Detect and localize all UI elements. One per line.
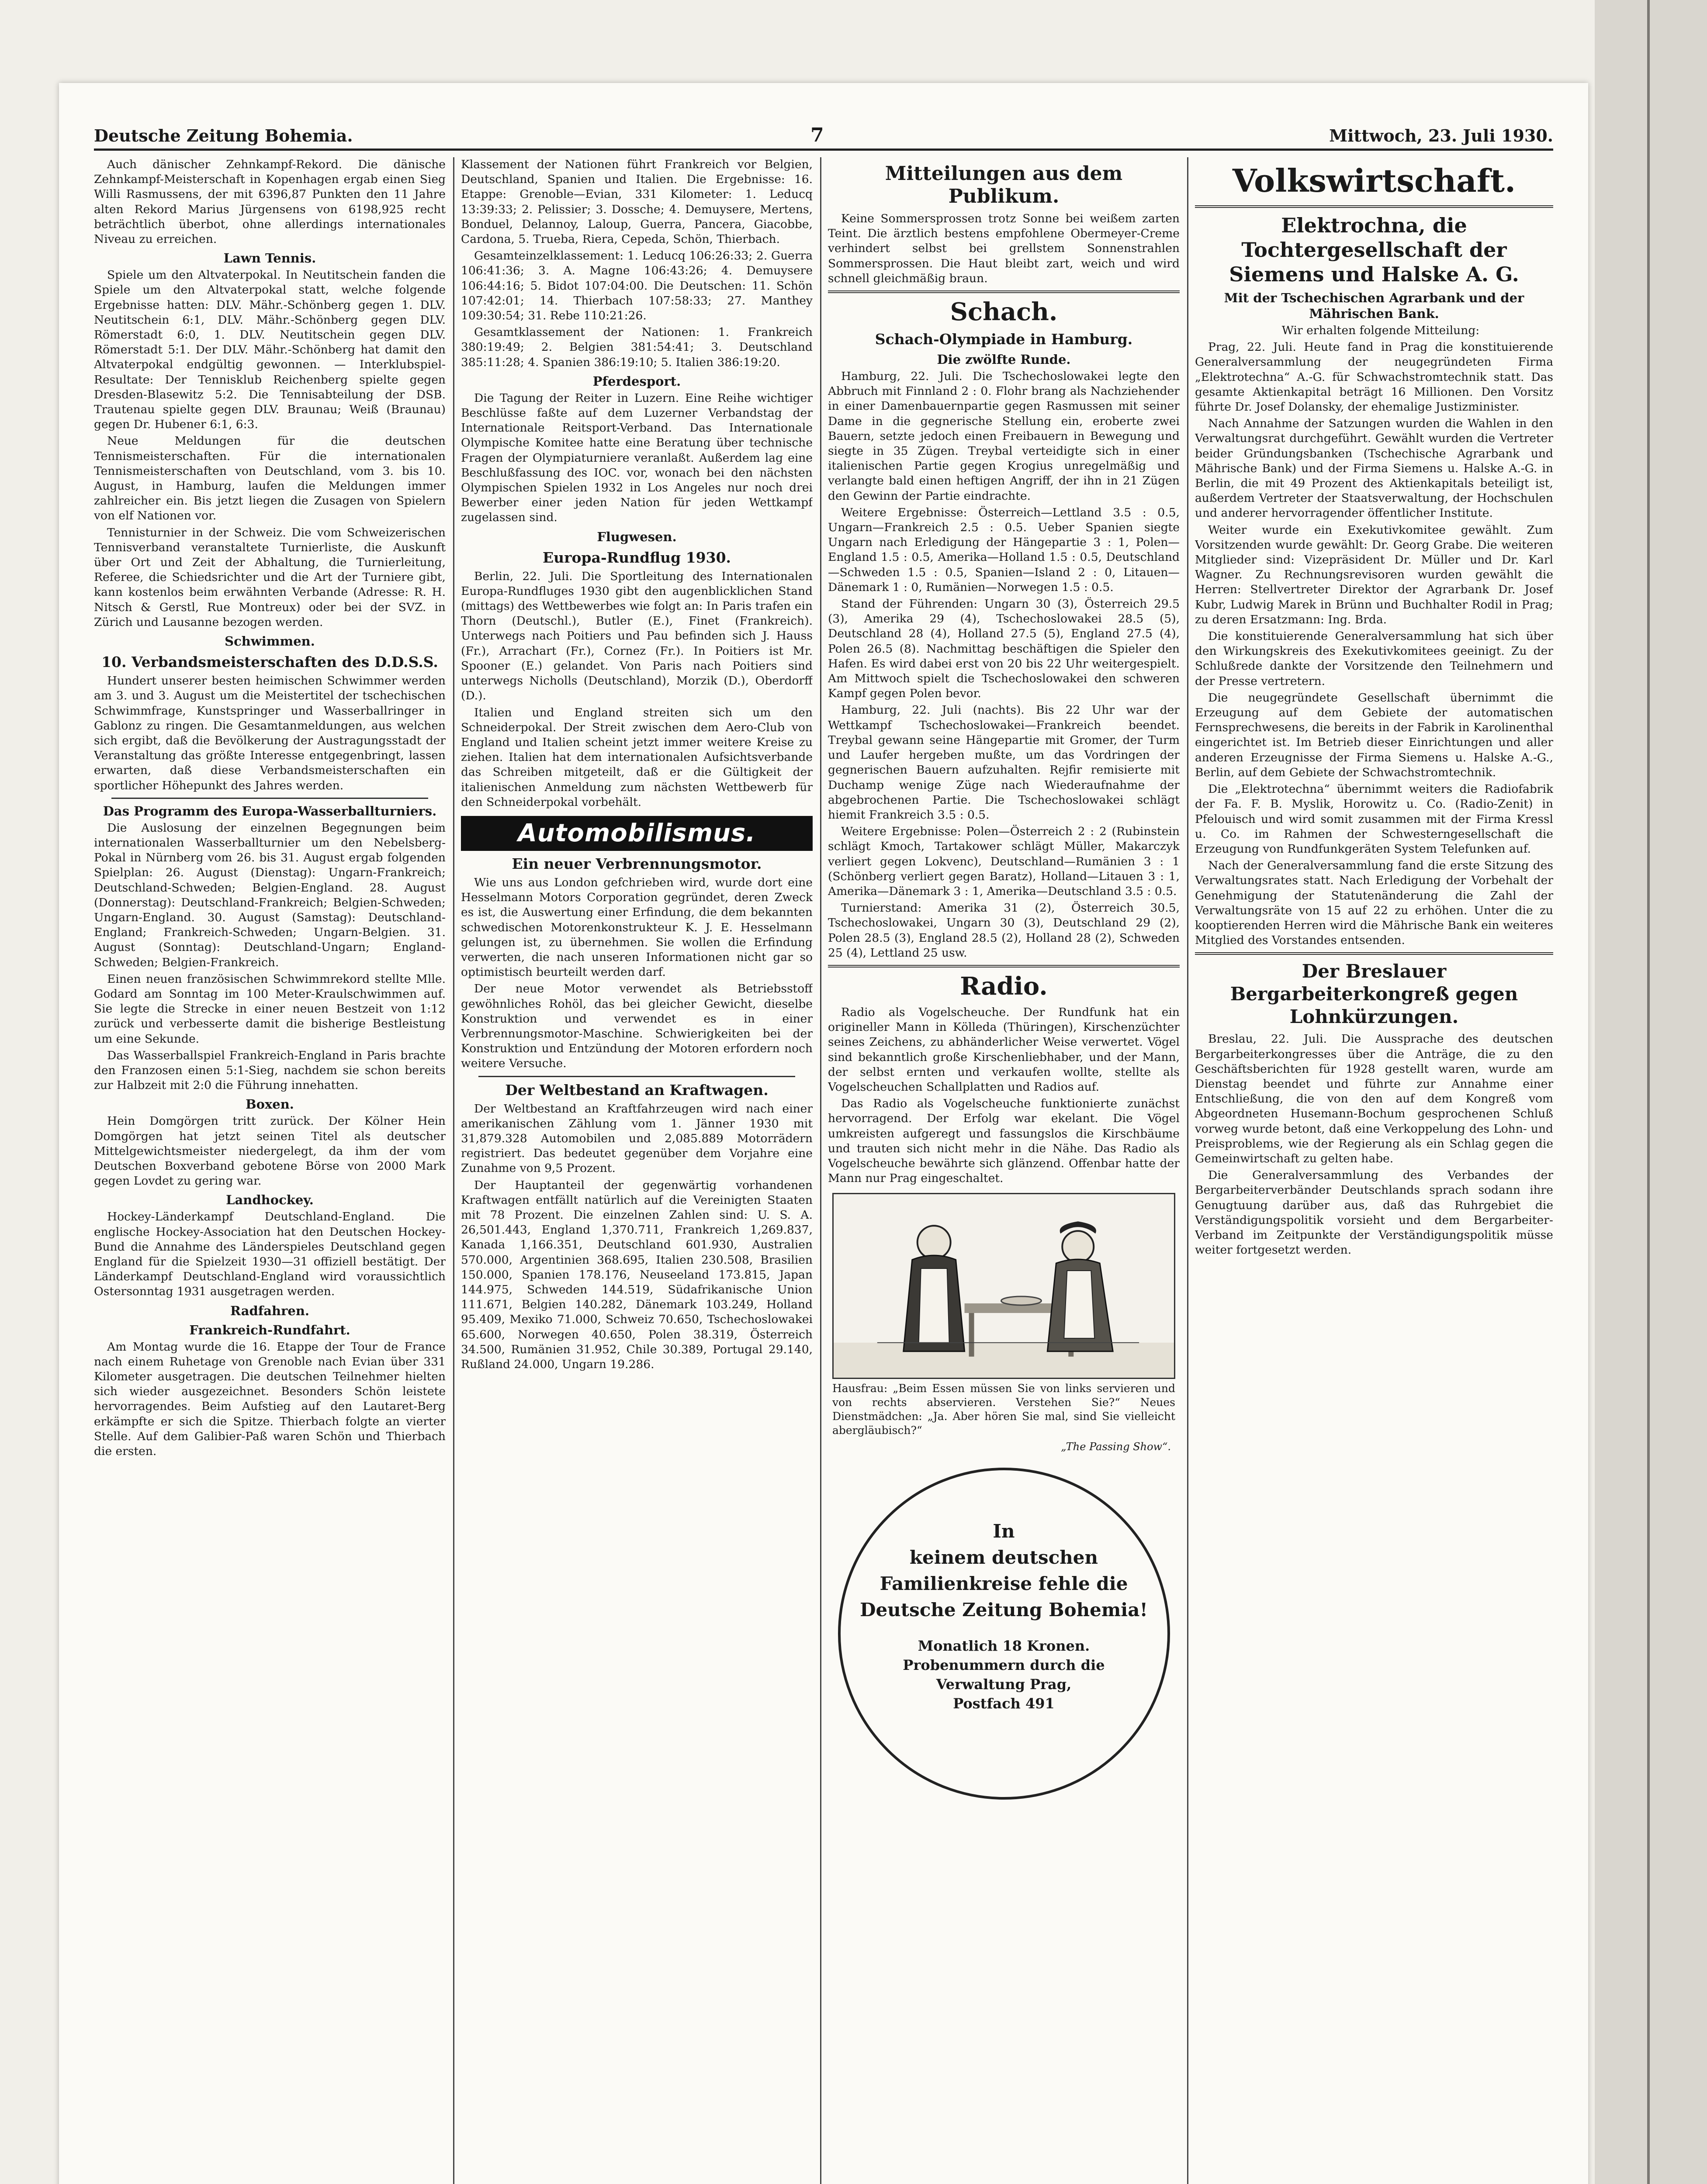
divider <box>828 965 1180 968</box>
article-paragraph: Spiele um den Altvaterpokal. In Neutitschein fanden die Spiele um den Altvaterpokal statt, welche folgende Ergebnisse hatten: DLV. Mähr.-Schönberg gegen 1. DLV. Neutitschein 6:1, DLV. Mähr.-Schönberg gegen DLV. Römerstadt 6:0, 1. DLV. Neutitschein gegen DLV. Römerstadt 5:1. Der DLV. Mähr.-Schönberg hat damit den Altvaterpokal endgültig gewonnen. — Interklubspiel-Resultate: Der Tennisklub Reichenberg spielte gegen Dresden-Blasewitz 5:2. Die Tennisabteilung der DSB. Trautenau spielte gegen DLV. Braunau; Weiß (Braunau) gegen Dr. Hubener 6:1, 6:3. <box>94 268 446 432</box>
article-subheading: Mit der Tschechischen Agrarbank und der Mährischen Bank. <box>1224 290 1524 321</box>
ad-line: keinem deutschen <box>909 1546 1098 1568</box>
article-headline: Elektrochna, die Tochtergesellschaft der Siemens und Halske A. G. <box>1229 214 1519 286</box>
article-headline: Der Weltbestand an Kraftwagen. <box>505 1081 769 1099</box>
article-paragraph: Stand der Führenden: Ungarn 30 (3), Österreich 29.5 (3), Amerika 29 (4), Tschechoslowakei 28.5 (5), Deutschland 28 (4), Holland 27.5 (5), England 27.5 (4), Polen 26.5 (8). Nachmittag beschäftigen die Spieler den Hafen. Es wird dabei erst von 20 bis 22 Uhr weitergespielt. Am Mittwoch spielt die Tschechoslowakei den schweren Kampf gegen Polen bevor. <box>828 597 1180 701</box>
article-paragraph: Das Radio als Vogelscheuche funktionierte zunächst hervorragend. Der Erfolg war ekelant. Die Vögel umkreisten aufgeregt und fassungslos die Kirschbäume und trauten sich nicht mehr in die Nähe. Das Radio als Vogelscheuche bewährte sich glänzend. Offenbar hatte der Mann nur Prag eingeschaltet. <box>828 1097 1180 1185</box>
article-paragraph: Hamburg, 22. Juli (nachts). Bis 22 Uhr war der Wettkampf Tschechoslowakei—Frankreich beendet. Treybal gewann seine Hängepartie mit Gromer, der Turm und Laufer hergeben mußte, um das Vordringen der gegnerischen Bauern aufzuhalten. Rejfir remisierte mit Duchamp wenige Züge nach Wiederaufnahme der abgebrochenen Partie. Die Tschechoslowakei schlägt hiemit Frankreich 3.5 : 0.5. <box>828 703 1180 822</box>
section-heading: Radfahren. <box>230 1303 310 1318</box>
ad-price: Monatlich 18 Kronen. <box>918 1637 1090 1654</box>
article-headline: Europa-Rundflug 1930. <box>542 549 731 566</box>
article-paragraph: Hamburg, 22. Juli. Die Tschechoslowakei legte den Abbruch mit Finnland 2 : 0. Flohr brang als Nachziehender in einer Damenbauernpartie gegen Rasmussen mit seiner Dame in die gegnerische Stellung ein, eroberte zwei Bauern, setzte jedoch einen Freibauern in Bewegung und siegte in 35 Zügen. Treybal verteidigte sich in einer italienischen Partie gegen Krogius unregelmäßig und verlangte bald einen heftigen Angriff, der ihn in 21 Zügen den Gewinn der Partie eindrachte. <box>828 370 1180 503</box>
cartoon-illustration <box>832 1193 1175 1379</box>
article-headline: Der Breslauer Bergarbeiterkongreß gegen Lohnkürzungen. <box>1230 961 1518 1028</box>
article-paragraph: Gesamtklassement der Nationen: 1. Frankreich 380:19:49; 2. Belgien 381:54:41; 3. Deutschland 385:11:28; 4. Spanien 386:19:10; 5. Italien 386:19:20. <box>461 325 813 369</box>
ad-line: Probenummern durch die <box>903 1656 1105 1673</box>
ad-line: Familienkreise fehle die <box>879 1572 1128 1594</box>
section-heading: Schach. <box>950 297 1058 327</box>
article-paragraph: Wie uns aus London gefchrieben wird, wurde dort eine Hesselmann Motors Corporation gegründet, deren Zweck es ist, die Auswertung einer Erfindung, die dem bekannten schwedischen Motorenkonstrukteur K. J. E. Hesselmann gelungen ist, zu übernehmen. Sie wollen die Erfindung verwerten, die nach unseren Informationen nicht gar so optimistisch beurteilt werden darf. <box>461 875 813 979</box>
section-heading: Mitteilungen aus dem Publikum. <box>885 162 1123 207</box>
section-heading: Landhockey. <box>226 1192 314 1208</box>
section-heading: Flugwesen. <box>597 529 677 544</box>
automobile-section-banner: Automobilismus. <box>461 816 813 851</box>
article-paragraph: Hundert unserer besten heimischen Schwimmer werden am 3. und 3. August um die Meistertitel der tschechischen Schwimmfrage, Kunstspringer und Wasserballringer in Gablonz zu ringen. Die Gesamtanmeldungen, aus welchen sich ergibt, daß die Bevölkerung der Austragungsstadt der Veranstaltung das größte Interesse entgegenbringt, lassen erwarten, daß diese Verbandsmeisterschaften ein sportlicher Höhepunkt des Jahres werden. <box>94 674 446 792</box>
subscription-advertisement <box>838 1468 1170 1800</box>
column-4 <box>1195 157 1553 2184</box>
article-paragraph: Das Wasserballspiel Frankreich-England in Paris brachte den Franzosen einen 5:1-Sieg, nachdem sie schon bereits zur Halbzeit mit 2:0 die Führung innehatten. <box>94 1048 446 1092</box>
article-paragraph: Radio als Vogelscheuche. Der Rundfunk hat ein origineller Mann in Kölleda (Thüringen), Kirschenzüchter seines Zeichens, zu abhänderlicher Weise verwertet. Vögel sind bekanntlich große Kirschenliebhaber, und der Mann, der selbst ernten und verkaufen wollte, stellte als Vogelscheuchen Schallplatten und Radios auf. <box>828 1005 1180 1094</box>
article-headline: Das Programm des Europa-Wasserballturniers. <box>103 803 437 819</box>
article-headline: 10. Verbandsmeisterschaften des D.D.S.S. <box>101 653 438 671</box>
article-paragraph: Der Hauptanteil der gegenwärtig vorhandenen Kraftwagen entfällt natürlich auf die Vereinigten Staaten mit 78 Prozent. Die einzelnen Zahlen sind: U. S. A. 26,501.443, England 1,370.711, Frankreich 1,269.837, Kanada 1,166.351, Deutschland 601.930, Australien 570.000, Argentinien 368.695, Italien 230.508, Brasilien 150.000, Spanien 178.176, Neuseeland 173.815, Japan 144.975, Schweden 144.519, Südafrikanische Union 111.671, Belgien 140.282, Dänemark 103.249, Holland 95.409, Mexiko 71.000, Schweiz 70.650, Tschechoslowakei 65.600, Norwegen 40.650, Polen 38.319, Österreich 34.500, Rumänien 31.952, Chile 30.389, Portugal 29.140, Rußland 24.000, Ungarn 19.286. <box>461 1178 813 1372</box>
column-1 <box>94 157 446 2184</box>
article-paragraph: Weitere Ergebnisse: Österreich—Lettland 3.5 : 0.5, Ungarn—Frankreich 2.5 : 0.5. Ueber Spanien siegte Ungarn nach Erledigung der Hängepartie 3 : 1, Polen—England 1.5 : 0.5, Amerika—Holland 1.5 : 0.5, Deutschland—Schweden 1.5 : 0.5, Spanien—Island 2 : 0, Litauen—Dänemark 1 : 0, Rumänien—Norwegen 1.5 : 0.5. <box>828 505 1180 594</box>
article-paragraph: Weiter wurde ein Exekutivkomitee gewählt. Zum Vorsitzenden wurde gewählt: Dr. Georg Grabe. Die weiteren Mitglieder sind: Vizepräsident Dr. Müller und Dr. Karl Wagner. Zu Rechnungsrevisoren wurden gewählt die Herren: Stellvertreter Direktor der Agrarbank Dr. Josef Kubr, Ludwig Marek in Brünn und Buchhalter Rodil in Prag; zu deren Ersatzmann: Ing. Brda. <box>1195 523 1553 626</box>
ad-line: Postfach 491 <box>953 1695 1055 1712</box>
article-paragraph: Auch dänischer Zehnkampf-Rekord. Die dänische Zehnkampf-Meisterschaft in Kopenhagen ergab einen Sieg Willi Rasmussens, der mit 6396,87 Punkten den 11 Jahre alten Rekord Marius Jürgensens von 6198,925 recht beträchtlich überbot, ohne allerdings internationales Niveau zu erreichen. <box>94 158 446 246</box>
article-paragraph: Der neue Motor verwendet als Betriebsstoff gewöhnliches Rohöl, das bei gleicher Gewicht, dieselbe Konstruktion und verwendet es in einer Verbrennungsmotor-Maschine. Schwierigkeiten bei der Konstruktion und Entzündung der Motoren erfordern noch weitere Versuche. <box>461 982 813 1071</box>
article-paragraph: Die Tagung der Reiter in Luzern. Eine Reihe wichtiger Beschlüsse faßte auf dem Luzerner Verbandstag der Internationale Reitsport-Verband. Das Internationale Olympische Komitee hatte eine Beratung über technische Fragen der Olympiaturniere veranlaßt. Außerdem lag eine Beschlußfassung des IOC. vor, wonach bei den nächsten Olympischen Spielen 1932 in Los Angeles nur noch drei Bewerber einer jeden Nation für jeden Wettkampf zugelassen sind. <box>461 391 813 525</box>
article-paragraph: Hockey-Länderkampf Deutschland-England. Die englische Hockey-Association hat den Deutschen Hockey-Bund die Annahme des Länderspieles Deutschland gegen England für die Spielzeit 1930—31 offiziell bestätigt. Der Länderkampf Deutschland-England wird voraussichtlich Ostersonntag 1931 ausgetragen werden. <box>94 1210 446 1299</box>
ad-line: In <box>993 1520 1015 1542</box>
article-paragraph: Berlin, 22. Juli. Die Sportleitung des Internationalen Europa-Rundfluges 1930 gibt den augenblicklichen Stand (mittags) des Wettbewerbes wie folgt an: In Paris trafen ein Thorn (Deutschl.), Butler (E.), Finet (Frankreich). Unterwegs nach Poitiers und Pau befinden sich J. Hauss (Fr.), Arrachart (Fr.), Cornez (Fr.). In Poitiers ist Mr. Spooner (E.) gelandet. Von Paris nach Poitiers sind unterwegs Nicholls (Deutschland), Morzik (D.), Oberdorff (D.). <box>461 569 813 703</box>
article-paragraph: Einen neuen französischen Schwimmrekord stellte Mlle. Godard am Sonntag im 100 Meter-Kraulschwimmen auf. Sie legte die Strecke in einer neuen Bestzeit von 1:12 zurück und verbesserte damit die bisherige Bestleistung um eine Sekunde. <box>94 972 446 1046</box>
column-divider <box>820 157 821 2184</box>
article-headline: Ein neuer Verbrennungsmotor. <box>512 855 762 872</box>
article-paragraph: Weitere Ergebnisse: Polen—Österreich 2 : 2 (Rubinstein schlägt Kmoch, Tartakower schlägt Müller, Makarczyk verliert gegen Lokvenc), Deutschland—Rumänien 3 : 1 (Schönberg verliert gegen Baratz), Holland—Litauen 3 : 1, Amerika—Dänemark 3 : 1, Amerika—Deutschland 3.5 : 0.5. <box>828 825 1180 898</box>
page-number: 7 <box>810 124 824 146</box>
divider <box>478 1076 795 1077</box>
column-2 <box>461 157 813 2184</box>
article-paragraph: Die „Elektrotechna“ übernimmt weiters die Radiofabrik der Fa. F. B. Myslik, Horowitz u. Co. (Radio-Zenit) in Pfelouisch und wird somit zusammen mit der Firma Kressl u. Co. im Rahmen der Schwesterngesellschaft die Erzeugung von Rundfunkgeräten System Telefunken auf. <box>1195 782 1553 856</box>
article-headline: Schach-Olympiade in Hamburg. <box>875 331 1133 348</box>
article-paragraph: Die konstituierende Generalversammlung hat sich über den Wirkungskreis des Exekutivkomitees geeinigt. Zu der Schlußrede dankte der Vorsitzende den Teilnehmern und der Presse vertretern. <box>1195 629 1553 688</box>
article-paragraph: Neue Meldungen für die deutschen Tennismeisterschaften. Für die internationalen Tennismeisterschaften von Deutschland, vom 3. bis 10. August, in Hamburg, laufen die Meldungen immer zahlreicher ein. Bis jetzt liegen die Zusagen von Spielern von elf Nationen vor. <box>94 434 446 523</box>
article-paragraph: Am Montag wurde die 16. Etappe der Tour de France nach einem Ruhetage von Grenoble nach Evian über 331 Kilometer ausgetragen. Die deutschen Teilnehmer hielten sich wieder ausgezeichnet. Besonders Schön leistete hervorragendes. Beim Aufstieg auf den Lautaret-Berg erkämpfte er sich die Spitze. Thierbach folgte an vierter Stelle. Auf dem Galibier-Paß waren Schön und Thierbach die ersten. <box>94 1340 446 1458</box>
column-divider <box>1187 157 1188 2184</box>
section-heading: Boxen. <box>246 1097 294 1112</box>
article-paragraph: Breslau, 22. Juli. Die Aussprache des deutschen Bergarbeiterkongresses über die Anträge, die zu den Geschäftsberichten für 1928 gestellt waren, wurde am Dienstag beendet und führte zur Annahme einer Entschließung, die von den auf dem Kongreß vom Abgeordneten Husemann-Bochum gesprochenen Schluß vorweg wurde betont, daß eine Verkoppelung des Lohn- und Preisproblems, wie der Regierung als ein Schlag gegen die Gemeinwirtschaft zu gelten habe. <box>1195 1032 1553 1165</box>
issue-date: Mittwoch, 23. Juli 1930. <box>1329 126 1553 145</box>
article-paragraph: Hein Domgörgen tritt zurück. Der Kölner Hein Domgörgen hat jetzt seinen Titel als deutscher Mittelgewichtsmeister niedergelegt, da ihm der vom Deutschen Boxverband gebotene Börse von 2000 Mark gegen Lovdet zu gering war. <box>94 1114 446 1188</box>
section-heading: Pferdesport. <box>592 373 681 389</box>
divider <box>1195 952 1553 955</box>
divider <box>828 290 1180 293</box>
article-paragraph: Nach Annahme der Satzungen wurden die Wahlen in den Verwaltungsrat durchgeführt. Gewählt wurden die Vertreter beider Gründungsbanken (Tschechische Agrarbank und Mährische Bank) und der Firma Siemens u. Halske A.-G. in Berlin, die mit 49 Prozent des Aktienkapitals beteiligt ist, außerdem Vertreter der Staatsverwaltung, der Hochschulen und anderer hervorragender öffentlicher Institute. <box>1195 417 1553 520</box>
section-heading: Schwimmen. <box>225 634 315 649</box>
scan-edge <box>1595 0 1707 2184</box>
cartoon-drawing <box>834 1194 1174 1378</box>
article-headline: Frankreich-Rundfahrt. <box>189 1322 350 1337</box>
scan-edge-line <box>1647 0 1650 2184</box>
section-heading: Lawn Tennis. <box>223 251 316 266</box>
column-3 <box>828 157 1180 2184</box>
article-paragraph: Gesamteinzelklassement: 1. Leducq 106:26:33; 2. Guerra 106:41:36; 3. A. Magne 106:43:26; 4. Demuysere 106:44:16; 5. Bidot 107:04:00. Die Deutschen: 11. Schön 107:42:01; 14. Thierbach 107:58:33; 27. Manthey 109:30:54; 31. Rebe 110:21:26. <box>461 249 813 323</box>
ad-line: Deutsche Zeitung Bohemia! <box>860 1599 1148 1621</box>
masthead-title: Deutsche Zeitung Bohemia. <box>94 126 353 145</box>
divider <box>111 798 428 799</box>
article-paragraph: Die Generalversammlung des Verbandes der Bergarbeiterverbänder Deutschlands sprach sodann ihre Genugtuung darüber aus, daß das Ruhrgebiet die Verständigungspolitik vorsieht und dem Bergarbeiter-Verband im Zeitpunkte der Verständigungspolitik müsse weiter fortgesetzt werden. <box>1195 1168 1553 1257</box>
article-paragraph: Nach der Generalversammlung fand die erste Sitzung des Verwaltungsrates statt. Nach Erledigung der Vorbehalt der Genehmigung der Statutenänderung die Zahl der Verwaltungsräte von 15 auf 22 zu erhöhen. Unter die zu kooptierenden Herren wird die Mährische Bank ein weiteres Mitglied des Vorstandes entsenden. <box>1195 859 1553 947</box>
page-header <box>94 122 1553 151</box>
article-paragraph: Die Auslosung der einzelnen Begegnungen beim internationalen Wasserballturnier um den Nebelsberg-Pokal in Nürnberg vom 26. bis 31. August ergab folgenden Spielplan: 26. August (Dienstag): Ungarn-Frankreich; Deutschland-Schweden; Belgien-England. 28. August (Donnerstag): Deutschland-Frankreich; Belgien-Schweden; Ungarn-England. 30. August (Samstag): Deutschland-England; Frankreich-Schweden; Ungarn-Belgien. 31. August (Sonntag): Deutschland-Ungarn; England-Schweden; Belgien-Frankreich. <box>94 821 446 969</box>
cartoon-source: „The Passing Show“. <box>1061 1441 1171 1453</box>
divider <box>1195 205 1553 208</box>
section-heading: Radio. <box>960 971 1048 1001</box>
article-paragraph: Italien und England streiten sich um den Schneiderpokal. Der Streit zwischen dem Aero-Club von England und Italien scheint jetzt immer weitere Kreise zu ziehen. Italien hat dem internationalen Aufsichtsverbande das Schreiben mitgeteilt, daß er die Gültigkeit der italienischen Anmeldung zum nächsten Wettbewerb für den Schneiderpokal vorbehält. <box>461 705 813 809</box>
article-paragraph: Tennisturnier in der Schweiz. Die vom Schweizerischen Tennisverband veranstaltete Turnierliste, die Auskunft über Ort und Zeit der Abhaltung, die Turnierleitung, Referee, die Schiedsrichter und die Art der Turniere gibt, kann kostenlos beim erwähnten Verbande (Adresse: R. H. Nitsch & Gerstl, Rue Montreux) oder bei der SVZ. in Zürich und Lausanne bezogen werden. <box>94 525 446 629</box>
section-heading: Volkswirtschaft. <box>1232 162 1516 199</box>
article-paragraph: Der Weltbestand an Kraftfahrzeugen wird nach einer amerikanischen Zählung vom 1. Jänner 1930 mit 31,879.328 Automobilen und 2,085.889 Motorrädern registriert. Das bedeutet gegenüber dem Vorjahre eine Zunahme von 9,5 Prozent. <box>461 1102 813 1175</box>
ad-line: Verwaltung Prag, <box>936 1676 1072 1693</box>
cartoon-caption: Hausfrau: „Beim Essen müssen Sie von links servieren und von rechts abservieren. Verstehen Sie?“ Neues Dienstmädchen: „Ja. Aber hören Sie mal, sind Sie vielleicht abergläubisch?“ <box>832 1382 1175 1437</box>
article-paragraph: Wir erhalten folgende Mitteilung: <box>1281 324 1480 337</box>
advertisement-text: Keine Sommersprossen trotz Sonne bei weißem zarten Teint. Die ärztlich bestens empfohlene Obermeyer-Creme verhindert selbst bei grellstem Sonnenstrahlen Sommersprossen. Die Haut bleibt zart, weich und wird schnell gleichmäßig braun. <box>828 212 1180 285</box>
article-subheading: Die zwölfte Runde. <box>937 352 1071 367</box>
newspaper-page <box>59 83 1588 2184</box>
article-paragraph: Turnierstand: Amerika 31 (2), Österreich 30.5, Tschechoslowakei, Ungarn 30 (3), Deutschland 29 (2), Polen 28.5 (3), England 28.5 (2), Holland 28 (2), Schweden 25 (4), Lettland 25 usw. <box>828 901 1180 960</box>
article-paragraph: Klassement der Nationen führt Frankreich vor Belgien, Deutschland, Spanien und Italien. Die Ergebnisse: 16. Etappe: Grenoble—Evian, 331 Kilometer: 1. Leducq 13:39:33; 2. Pelissier; 3. Dossche; 4. Demuysere, Mertens, Bonduel, Delannoy, Laloup, Guerra, Pancera, Giacobbe, Cardona, 5. Trueba, Riera, Cepeda, Schön, Thierbach. <box>461 158 813 246</box>
column-divider <box>453 157 454 2184</box>
article-paragraph: Prag, 22. Juli. Heute fand in Prag die konstituierende Generalversammlung der neugegründeten Firma „Elektrotechna“ A.-G. für Schwachstromtechnik statt. Das gesamte Aktienkapital beträgt 16 Millionen. Den Vorsitz führte Dr. Josef Dolansky, der ehemalige Justizminister. <box>1195 340 1553 414</box>
article-paragraph: Die neugegründete Gesellschaft übernimmt die Erzeugung auf dem Gebiete der automatischen Fernsprechwesens, die bereits in der Fabrik in Karolinenthal eingerichtet ist. Im Betrieb dieser Einrichtungen und aller anderen Erzeugnisse der Firma Siemens u. Halske A.-G., Berlin, auf dem Gebiete der Schwachstromtechnik. <box>1195 691 1553 779</box>
